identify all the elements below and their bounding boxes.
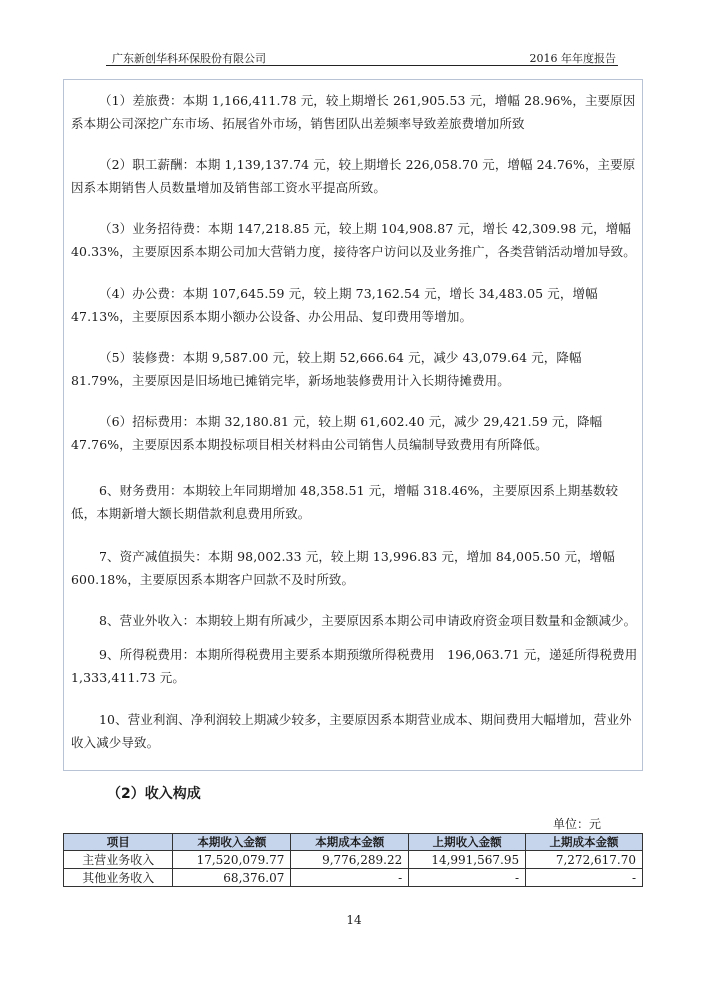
paragraph-non-operating-income: 8、营业外收入：本期较上期有所减少，主要原因系本期公司申请政府资金项目数量和金额减少。	[99, 613, 637, 628]
paragraph-staff-salary: （2）职工薪酬：本期 1,139,137.74 元，较上期增长 226,058.70 元，增幅 24.76%，主要原因系本期销售人员数量增加及销售部工资水平提高所致。	[71, 157, 636, 195]
table-row	[64, 869, 643, 887]
company-name: 广东新创华科环保股份有限公司	[112, 52, 266, 65]
report-title: 2016 年年度报告	[529, 52, 616, 65]
cell-item: 主营业务收入	[64, 851, 173, 869]
header-current-cost: 本期成本金额	[291, 834, 409, 851]
page-number: 14	[346, 913, 362, 927]
cell-prior-cost: -	[526, 869, 643, 887]
table-header-row	[64, 834, 643, 851]
cell-prior-revenue: 14,991,567.95	[409, 851, 526, 869]
cell-prior-cost: 7,272,617.70	[526, 851, 643, 869]
paragraph-decoration-expense: （5）装修费：本期 9,587.00 元，较上期 52,666.64 元，减少 43,079.64 元，降幅 81.79%，主要原因是旧场地已摊销完毕，新场地装修费用计入长期待摊费用。	[71, 350, 582, 388]
header-prior-cost: 上期成本金额	[526, 834, 643, 851]
cell-current-revenue: 68,376.07	[173, 869, 291, 887]
paragraph-entertainment-expense: （3）业务招待费：本期 147,218.85 元，较上期 104,908.87 元，增长 42,309.98 元，增幅 40.33%，主要原因系本期公司加大营销力度，接待客户访问以及业务推广，各类营销活动增加导致。	[71, 221, 636, 259]
cell-current-revenue: 17,520,079.77	[173, 851, 291, 869]
header-item: 项目	[64, 834, 173, 851]
paragraph-bidding-expense: （6）招标费用：本期 32,180.81 元，较上期 61,602.40 元，减少 29,421.59 元，降幅 47.76%，主要原因系本期投标项目相关材料由公司销售人员编制导致费用有所降低。	[71, 414, 603, 452]
header-current-revenue: 本期收入金额	[173, 834, 291, 851]
header-prior-revenue: 上期收入金额	[409, 834, 526, 851]
paragraph-asset-impairment: 7、资产减值损失：本期 98,002.33 元，较上期 13,996.83 元，增加 84,005.50 元，增幅 600.18%，主要原因系本期客户回款不及时所致。	[71, 549, 615, 587]
paragraph-office-expense: （4）办公费：本期 107,645.59 元，较上期 73,162.54 元，增长 34,483.05 元，增幅 47.13%，主要原因系本期小额办公设备、办公用品、复印费用等增加。	[71, 286, 598, 324]
unit-label: 单位：元	[553, 817, 602, 831]
table-row	[64, 851, 643, 869]
paragraph-travel-expense: （1）差旅费：本期 1,166,411.78 元，较上期增长 261,905.53 元，增幅 28.96%，主要原因系本期公司深挖广东市场、拓展省外市场，销售团队出差频率导致差旅费增加所致	[71, 93, 636, 131]
revenue-table	[63, 833, 643, 887]
cell-prior-revenue: -	[409, 869, 526, 887]
page-header	[106, 48, 618, 66]
cell-item: 其他业务收入	[64, 869, 173, 887]
cell-current-cost: -	[291, 869, 409, 887]
cell-current-cost: 9,776,289.22	[291, 851, 409, 869]
paragraph-financial-expense: 6、财务费用：本期较上年同期增加 48,358.51 元，增幅 318.46%，主要原因系上期基数较低，本期新增大额长期借款利息费用所致。	[71, 483, 619, 521]
section-title-revenue-composition: （2）收入构成	[107, 786, 201, 802]
paragraph-profit-summary: 10、营业利润、净利润较上期减少较多，主要原因系本期营业成本、期间费用大幅增加，营业外收入减少导致。	[71, 712, 632, 750]
paragraph-income-tax: 9、所得税费用：本期所得税费用主要系本期预缴所得税费用 196,063.71 元，递延所得税费用 1,333,411.73 元。	[71, 647, 638, 685]
